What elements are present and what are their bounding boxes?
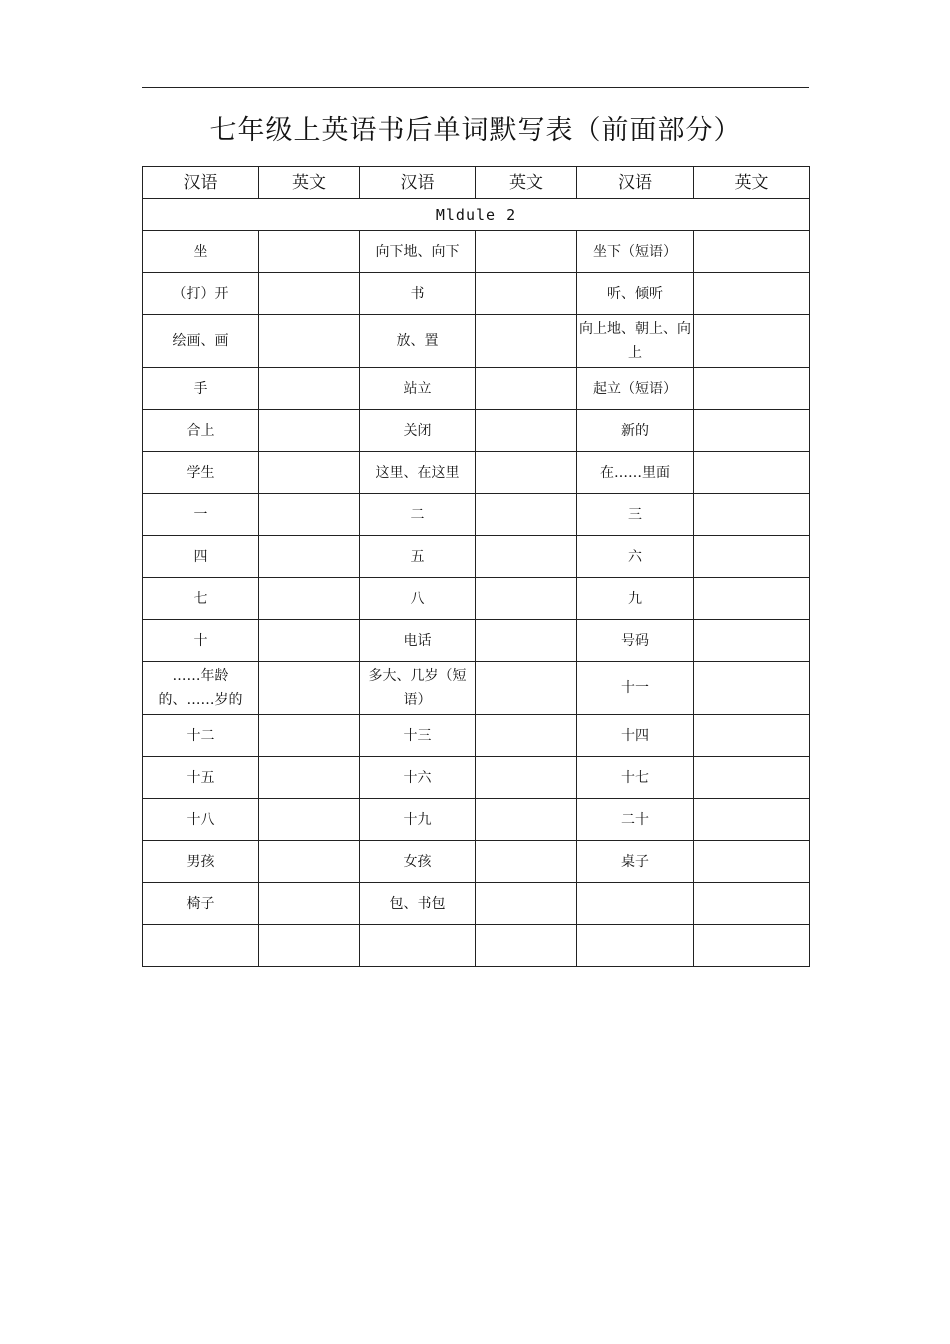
table-row <box>143 620 810 662</box>
english-answer-cell[interactable] <box>694 799 810 841</box>
english-answer-cell[interactable] <box>694 841 810 883</box>
table-row <box>143 799 810 841</box>
english-answer-cell[interactable] <box>476 799 577 841</box>
table-row <box>143 452 810 494</box>
chinese-cell: 书 <box>360 273 476 315</box>
english-answer-cell[interactable] <box>694 578 810 620</box>
chinese-cell: 六 <box>577 536 694 578</box>
chinese-cell: 四 <box>143 536 259 578</box>
english-answer-cell[interactable] <box>259 799 360 841</box>
english-answer-cell[interactable] <box>259 368 360 410</box>
header-chinese: 汉语 <box>577 167 694 199</box>
table-row <box>143 494 810 536</box>
chinese-cell: 十六 <box>360 757 476 799</box>
table-row <box>143 662 810 715</box>
chinese-cell: 二 <box>360 494 476 536</box>
english-answer-cell[interactable] <box>694 715 810 757</box>
table-row <box>143 578 810 620</box>
english-answer-cell[interactable] <box>694 452 810 494</box>
chinese-cell <box>360 925 476 967</box>
page-title: 七年级上英语书后单词默写表（前面部分） <box>209 115 742 146</box>
english-answer-cell[interactable] <box>476 578 577 620</box>
english-answer-cell[interactable] <box>259 536 360 578</box>
chinese-cell <box>577 883 694 925</box>
english-answer-cell[interactable] <box>694 757 810 799</box>
english-answer-cell[interactable] <box>476 494 577 536</box>
english-answer-cell[interactable] <box>259 883 360 925</box>
module-row <box>143 199 810 231</box>
chinese-cell: 一 <box>143 494 259 536</box>
english-answer-cell[interactable] <box>694 620 810 662</box>
chinese-cell: 十五 <box>143 757 259 799</box>
table-row <box>143 925 810 967</box>
table-row <box>143 841 810 883</box>
english-answer-cell[interactable] <box>259 494 360 536</box>
chinese-cell: （打）开 <box>143 273 259 315</box>
english-answer-cell[interactable] <box>694 368 810 410</box>
table-row <box>143 273 810 315</box>
table-row <box>143 315 810 368</box>
table-row <box>143 368 810 410</box>
english-answer-cell[interactable] <box>476 757 577 799</box>
table-row <box>143 757 810 799</box>
module-label: Mldule 2 <box>143 199 810 231</box>
chinese-cell: 绘画、画 <box>143 315 259 368</box>
english-answer-cell[interactable] <box>476 841 577 883</box>
chinese-cell: 女孩 <box>360 841 476 883</box>
chinese-cell: 坐 <box>143 231 259 273</box>
vocabulary-table <box>142 166 810 967</box>
chinese-cell: 坐下（短语） <box>577 231 694 273</box>
english-answer-cell[interactable] <box>259 410 360 452</box>
english-answer-cell[interactable] <box>259 315 360 368</box>
table-row <box>143 536 810 578</box>
english-answer-cell[interactable] <box>476 620 577 662</box>
chinese-cell: 合上 <box>143 410 259 452</box>
english-answer-cell[interactable] <box>694 883 810 925</box>
chinese-cell: 向下地、向下 <box>360 231 476 273</box>
chinese-cell: 九 <box>577 578 694 620</box>
header-chinese: 汉语 <box>360 167 476 199</box>
chinese-cell: 号码 <box>577 620 694 662</box>
table-row <box>143 410 810 452</box>
english-answer-cell[interactable] <box>476 368 577 410</box>
chinese-cell: 电话 <box>360 620 476 662</box>
chinese-cell <box>577 925 694 967</box>
english-answer-cell[interactable] <box>259 231 360 273</box>
chinese-cell: 桌子 <box>577 841 694 883</box>
header-english: 英文 <box>476 167 577 199</box>
english-answer-cell[interactable] <box>476 273 577 315</box>
english-answer-cell[interactable] <box>476 452 577 494</box>
english-answer-cell[interactable] <box>476 231 577 273</box>
english-answer-cell[interactable] <box>476 536 577 578</box>
chinese-cell: 二十 <box>577 799 694 841</box>
chinese-cell: 十 <box>143 620 259 662</box>
english-answer-cell[interactable] <box>694 410 810 452</box>
chinese-cell: 五 <box>360 536 476 578</box>
english-answer-cell[interactable] <box>259 662 360 715</box>
chinese-cell: 八 <box>360 578 476 620</box>
chinese-cell: 十八 <box>143 799 259 841</box>
chinese-cell: 十九 <box>360 799 476 841</box>
top-rule <box>142 87 809 88</box>
english-answer-cell[interactable] <box>259 578 360 620</box>
english-answer-cell[interactable] <box>476 925 577 967</box>
chinese-cell: 新的 <box>577 410 694 452</box>
chinese-cell: 十七 <box>577 757 694 799</box>
english-answer-cell[interactable] <box>694 536 810 578</box>
english-answer-cell[interactable] <box>694 231 810 273</box>
english-answer-cell[interactable] <box>259 452 360 494</box>
table-row <box>143 883 810 925</box>
chinese-cell: 向上地、朝上、向上 <box>577 315 694 368</box>
chinese-cell: 十三 <box>360 715 476 757</box>
chinese-cell: 这里、在这里 <box>360 452 476 494</box>
english-answer-cell[interactable] <box>259 715 360 757</box>
chinese-cell: 椅子 <box>143 883 259 925</box>
english-answer-cell[interactable] <box>694 925 810 967</box>
chinese-cell: 十一 <box>577 662 694 715</box>
english-answer-cell[interactable] <box>259 841 360 883</box>
english-answer-cell[interactable] <box>476 662 577 715</box>
chinese-cell: 听、倾听 <box>577 273 694 315</box>
chinese-cell: 在……里面 <box>577 452 694 494</box>
english-answer-cell[interactable] <box>476 715 577 757</box>
chinese-cell: 男孩 <box>143 841 259 883</box>
table-row <box>143 231 810 273</box>
chinese-cell: 七 <box>143 578 259 620</box>
english-answer-cell[interactable] <box>259 757 360 799</box>
header-english: 英文 <box>694 167 810 199</box>
chinese-cell: 三 <box>577 494 694 536</box>
chinese-cell: 关闭 <box>360 410 476 452</box>
english-answer-cell[interactable] <box>694 315 810 368</box>
english-answer-cell[interactable] <box>694 494 810 536</box>
english-answer-cell[interactable] <box>476 883 577 925</box>
chinese-cell: 学生 <box>143 452 259 494</box>
table-header-row <box>143 167 810 199</box>
english-answer-cell[interactable] <box>259 925 360 967</box>
english-answer-cell[interactable] <box>476 315 577 368</box>
chinese-cell: 放、置 <box>360 315 476 368</box>
english-answer-cell[interactable] <box>259 273 360 315</box>
chinese-cell: 起立（短语） <box>577 368 694 410</box>
chinese-cell: 多大、几岁（短语） <box>360 662 476 715</box>
header-english: 英文 <box>259 167 360 199</box>
table-row <box>143 715 810 757</box>
chinese-cell: 站立 <box>360 368 476 410</box>
english-answer-cell[interactable] <box>259 620 360 662</box>
chinese-cell: 包、书包 <box>360 883 476 925</box>
chinese-cell: 十四 <box>577 715 694 757</box>
chinese-cell: 十二 <box>143 715 259 757</box>
chinese-cell: ……年龄的、……岁的 <box>143 662 259 715</box>
english-answer-cell[interactable] <box>694 273 810 315</box>
header-chinese: 汉语 <box>143 167 259 199</box>
english-answer-cell[interactable] <box>694 662 810 715</box>
chinese-cell: 手 <box>143 368 259 410</box>
english-answer-cell[interactable] <box>476 410 577 452</box>
chinese-cell <box>143 925 259 967</box>
